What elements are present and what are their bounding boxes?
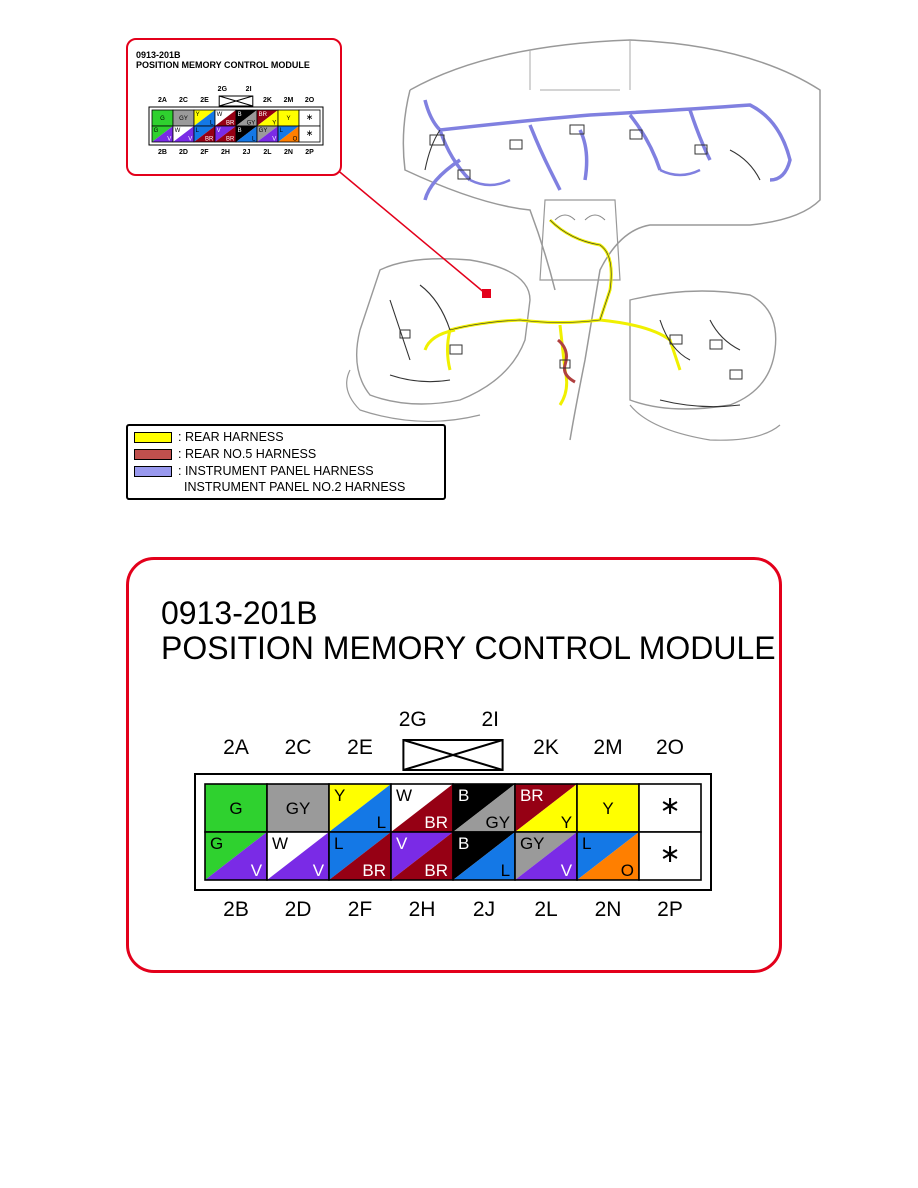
wire-color-label: V xyxy=(167,136,172,143)
pin-label-2o: 2O xyxy=(304,97,315,104)
pin-label-2k: 2K xyxy=(533,736,559,759)
pin-2l xyxy=(257,126,278,143)
legend-label: : INSTRUMENT PANEL HARNESS xyxy=(178,464,374,478)
pin-label-2m: 2M xyxy=(283,97,294,104)
pin-2b xyxy=(152,126,173,143)
wire-color-label: GY xyxy=(485,812,511,832)
connector-latch xyxy=(403,740,502,770)
pin-label-2g: 2G xyxy=(217,86,228,93)
pin-2i xyxy=(453,784,515,832)
pin-2a xyxy=(152,110,173,126)
wire-color-label: L xyxy=(333,834,344,853)
wire-color-label: L xyxy=(500,860,511,880)
pin-label-2o: 2O xyxy=(655,736,685,759)
legend-label: : REAR HARNESS xyxy=(178,430,284,444)
legend-swatch xyxy=(134,449,172,460)
small-connector-code: 0913-201B xyxy=(136,50,181,60)
pin-label-2a: 2A xyxy=(158,97,167,104)
pin-2b xyxy=(205,832,267,880)
wire-color-label: GY xyxy=(179,116,188,123)
pin-2m xyxy=(577,784,639,832)
wire-color-label: GY xyxy=(258,128,268,134)
pin-label-2d: 2D xyxy=(284,898,312,921)
pin-2p xyxy=(639,832,701,880)
pin-2h xyxy=(391,832,453,880)
pin-label-2e: 2E xyxy=(200,97,209,104)
pin-label-2k: 2K xyxy=(263,97,272,104)
pin-label-2g: 2G xyxy=(398,708,427,731)
wire-color-label: V xyxy=(272,136,277,143)
wire-color-label: Y xyxy=(272,120,277,127)
wire-color-label: G xyxy=(209,834,224,853)
wire-color-label: BR xyxy=(362,860,387,880)
wire-color-label: L xyxy=(279,128,284,134)
pin-label-2c: 2C xyxy=(284,736,312,759)
wire-color-label: ∗ xyxy=(305,128,314,139)
pin-label-2m: 2M xyxy=(593,736,623,759)
pin-2k xyxy=(515,784,577,832)
wire-color-label: G xyxy=(229,799,243,819)
wire-color-label: BR xyxy=(204,136,214,143)
legend-swatch xyxy=(134,432,172,443)
wire-color-label: O xyxy=(620,860,635,880)
wire-color-label: BR xyxy=(225,120,235,127)
connector-detail-panel xyxy=(126,557,782,973)
pin-label-2j: 2J xyxy=(242,149,251,156)
wire-color-label: O xyxy=(292,136,298,143)
pin-label-2p: 2P xyxy=(657,898,683,921)
wire-color-label: BR xyxy=(225,136,235,143)
pin-label-2b: 2B xyxy=(158,149,167,156)
wire-color-label: W xyxy=(271,834,289,853)
pin-2o xyxy=(639,784,701,832)
wire-color-label: Y xyxy=(602,799,614,819)
wire-color-label: B xyxy=(237,128,242,134)
pin-label-2n: 2N xyxy=(284,149,293,156)
legend-label: : REAR NO.5 HARNESS xyxy=(178,447,317,461)
pin-2e xyxy=(329,784,391,832)
pin-label-2b: 2B xyxy=(223,898,249,921)
connector-callout-small xyxy=(126,38,342,176)
wire-color-label: V xyxy=(250,860,263,880)
wire-color-label: L xyxy=(376,812,387,832)
wire-color-label: V xyxy=(395,834,408,853)
wire-color-label: ∗ xyxy=(659,840,681,869)
wire-color-label: Y xyxy=(333,786,346,805)
pin-2g xyxy=(391,784,453,832)
pin-label-2f: 2F xyxy=(200,149,209,156)
pin-label-2c: 2C xyxy=(179,97,188,104)
connector-face xyxy=(129,560,779,970)
pin-2f xyxy=(194,126,215,143)
pin-label-2h: 2H xyxy=(221,149,230,156)
wire-color-label: B xyxy=(457,834,470,853)
pin-2n xyxy=(278,126,299,143)
wire-color-label: Y xyxy=(286,116,291,123)
pin-label-2p: 2P xyxy=(305,149,314,156)
pin-label-2a: 2A xyxy=(223,736,249,759)
wire-color-label: L xyxy=(209,120,214,127)
pin-2k xyxy=(257,110,278,127)
wire-color-label: BR xyxy=(258,112,268,118)
pin-2j xyxy=(453,832,515,880)
pin-label-2i: 2I xyxy=(245,86,252,93)
wire-color-label: V xyxy=(560,860,573,880)
connector-code: 0913-201B xyxy=(161,595,318,631)
wire-color-label: ∗ xyxy=(659,792,681,821)
wire-color-label: W xyxy=(216,112,223,118)
wire-color-label: GY xyxy=(285,799,311,819)
wire-color-label: V xyxy=(312,860,325,880)
pin-2n xyxy=(577,832,639,880)
pin-label-2i: 2I xyxy=(481,708,499,731)
wire-color-label: V xyxy=(188,136,193,143)
wire-color-label: W xyxy=(395,786,413,805)
wire-color-label: L xyxy=(581,834,592,853)
pin-2a xyxy=(205,784,267,832)
wire-color-label: BR xyxy=(424,812,449,832)
legend-swatch xyxy=(134,466,172,477)
wire-color-label: BR xyxy=(519,786,544,805)
wire-color-label: W xyxy=(174,128,181,134)
pin-label-2n: 2N xyxy=(594,898,622,921)
pin-2h xyxy=(215,126,236,143)
wire-color-label: L xyxy=(195,128,200,134)
wire-color-label: GY xyxy=(519,834,545,853)
wire-color-label: G xyxy=(153,128,159,134)
wire-color-label: GY xyxy=(246,120,256,127)
pin-label-2l: 2L xyxy=(534,898,558,921)
wire-color-label: Y xyxy=(195,112,200,118)
pin-2p xyxy=(299,126,320,142)
pin-2i xyxy=(236,110,257,127)
pin-2d xyxy=(267,832,329,880)
pin-2g xyxy=(215,110,236,127)
pin-2c xyxy=(173,110,194,126)
pin-2e xyxy=(194,110,215,127)
wire-color-label: B xyxy=(237,112,242,118)
pin-label-2h: 2H xyxy=(408,898,436,921)
pin-2j xyxy=(236,126,257,143)
pin-2d xyxy=(173,126,194,143)
wire-color-label: ∗ xyxy=(305,112,314,123)
wire-color-label: L xyxy=(251,136,256,143)
connector-latch xyxy=(219,96,253,106)
pin-label-2d: 2D xyxy=(179,149,188,156)
wire-color-label: G xyxy=(160,116,165,123)
wire-color-label: B xyxy=(457,786,470,805)
wire-color-label: BR xyxy=(424,860,449,880)
pin-2l xyxy=(515,832,577,880)
pin-2f xyxy=(329,832,391,880)
vehicle-harness-illustration xyxy=(330,30,830,450)
pin-label-2e: 2E xyxy=(347,736,373,759)
pin-2m xyxy=(278,110,299,126)
wire-color-label: V xyxy=(216,128,221,134)
pin-label-2f: 2F xyxy=(347,898,373,921)
harness-legend xyxy=(126,424,446,500)
pin-label-2l: 2L xyxy=(263,149,272,156)
small-connector-face xyxy=(128,40,340,174)
pin-label-2j: 2J xyxy=(472,898,496,921)
small-connector-name: POSITION MEMORY CONTROL MODULE xyxy=(136,60,310,70)
pin-2c xyxy=(267,784,329,832)
legend-label: INSTRUMENT PANEL NO.2 HARNESS xyxy=(184,480,406,494)
wire-color-label: Y xyxy=(560,812,573,832)
connector-name: POSITION MEMORY CONTROL MODULE xyxy=(161,630,776,666)
pin-2o xyxy=(299,110,320,126)
